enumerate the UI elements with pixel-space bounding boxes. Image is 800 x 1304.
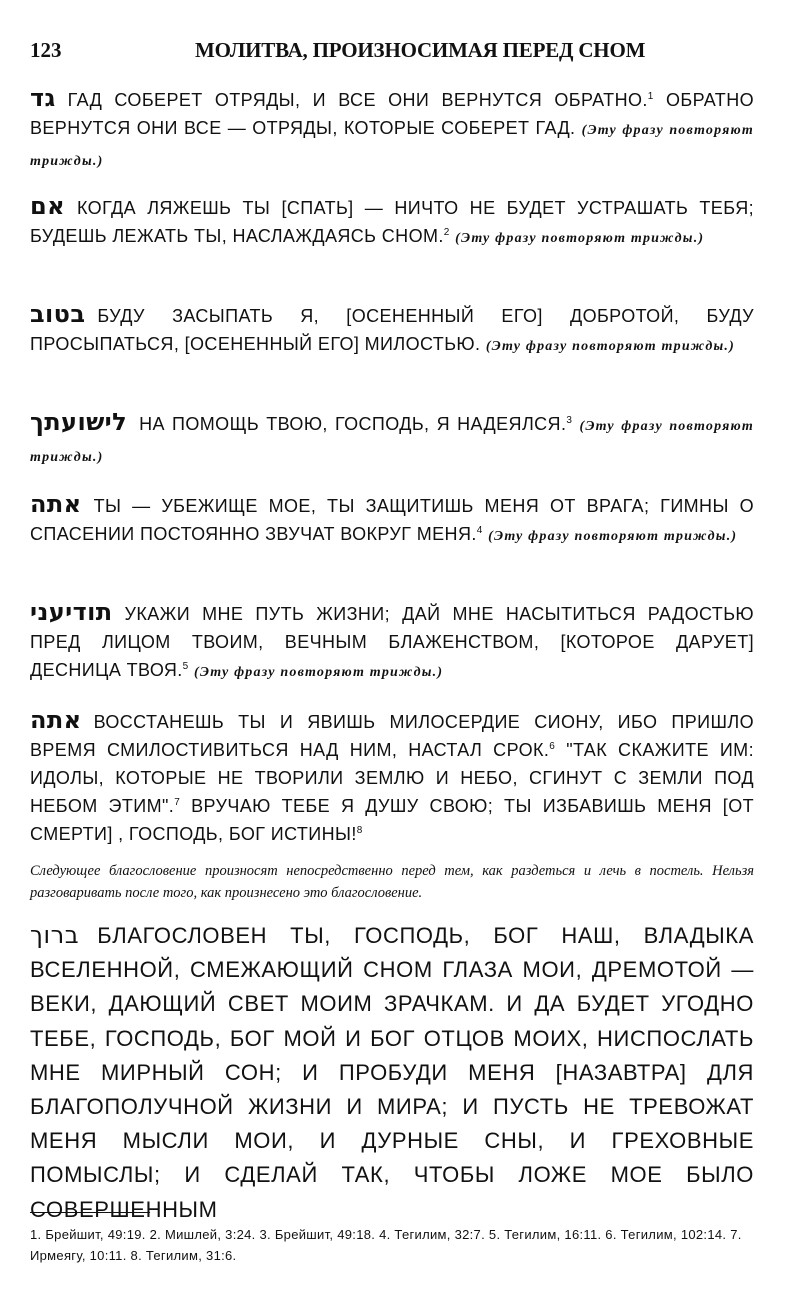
paragraph-text-cont: "ТАК СКАЖИТЕ ИМ: ИДОЛЫ, КОТОРЫЕ НЕ ТВОРИЛИ ЗЕМЛЮ И НЕБО, СГИНУТ С ЗЕМЛИ ПОД НЕБОМ ЭТИМ".	[30, 740, 754, 816]
paragraph-text: ГАД СОБЕРЕТ ОТРЯДЫ, И ВСЕ ОНИ ВЕРНУТСЯ ОБРАТНО.	[67, 90, 648, 110]
blessing-paragraph	[30, 918, 754, 1227]
hebrew-incipit: אתה	[30, 490, 82, 518]
footnote-divider	[30, 1212, 150, 1213]
footnote-mark: 3	[566, 415, 573, 426]
hebrew-incipit: ברוך	[30, 921, 80, 949]
repeat-note: (Эту фразу повторяют трижды.)	[488, 529, 738, 544]
footnote-mark: 5	[182, 661, 189, 672]
hebrew-incipit: בטוב	[30, 300, 86, 328]
footnotes: 1. Брейшит, 49:19. 2. Мишлей, 3:24. 3. Брейшит, 49:18. 4. Тегилим, 32:7. 5. Тегилим, 16:11. 6. Тегилим, 102:14. 7. Ирмеягу, 10:11. 8. Тегилим, 31:6.	[30, 1227, 742, 1263]
prayer-paragraph-ata	[30, 490, 754, 551]
repeat-note: (Эту фразу повторяют трижды.)	[194, 665, 444, 680]
repeat-note: (Эту фразу повторяют трижды.)	[455, 231, 705, 246]
prayer-paragraph-todieni	[30, 598, 754, 687]
footnote-mark: 6	[549, 741, 556, 752]
repeat-note: (Эту фразу повторяют трижды.)	[30, 123, 755, 169]
page-number: 123	[30, 38, 62, 62]
hebrew-incipit: אם	[30, 192, 65, 220]
hebrew-incipit: גד	[30, 84, 56, 112]
footnote-mark: 7	[174, 797, 181, 808]
hebrew-incipit: לישועתך	[30, 408, 128, 436]
prayer-paragraph-lishuatcha	[30, 408, 754, 472]
running-title: МОЛИТВА, ПРОИЗНОСИМАЯ ПЕРЕД СНОМ	[195, 38, 646, 62]
prayer-paragraph-betov	[30, 300, 754, 361]
footnote-mark: 4	[476, 525, 483, 536]
paragraph-text-cont: ВРУЧАЮ ТЕБЕ Я ДУШУ СВОЮ; ТЫ ИЗБАВИШЬ МЕНЯ [ОТ СМЕРТИ] , ГОСПОДЬ, БОГ ИСТИНЫ!	[30, 796, 754, 844]
paragraph-text: ВОССТАНЕШЬ ТЫ И ЯВИШЬ МИЛОСЕРДИЕ СИОНУ, ИБО ПРИШЛО ВРЕМЯ СМИЛОСТИВИТЬСЯ НАД НИМ, НАСТАЛ СРОК.	[30, 712, 754, 760]
repeat-note: (Эту фразу повторяют трижды.)	[30, 419, 755, 465]
hebrew-incipit: אתה	[30, 706, 82, 734]
repeat-note: (Эту фразу повторяют трижды.)	[485, 339, 735, 354]
paragraph-text: НА ПОМОЩЬ ТВОЮ, ГОСПОДЬ, Я НАДЕЯЛСЯ.	[139, 414, 567, 434]
paragraph-text-cont: ОБРАТНО ВЕРНУТСЯ ОНИ ВСЕ — ОТРЯДЫ, КОТОРЫЕ СОБЕРЕТ ГАД.	[30, 90, 755, 138]
instruction-rubric: Следующее благословение произносят непосредственно перед тем, как раздеться и лечь в постель. Нельзя разговаривать после того, как произнесено это благословение.	[30, 863, 754, 901]
prayer-paragraph-im	[30, 192, 754, 253]
paragraph-text: БУДУ ЗАСЫПАТЬ Я, [ОСЕНЕННЫЙ ЕГО] ДОБРОТОЙ, БУДУ ПРОСЫПАТЬСЯ, [ОСЕНЕННЫЙ ЕГО] МИЛОСТЬЮ.	[30, 306, 754, 354]
footnote-mark: 8	[356, 825, 363, 836]
paragraph-text: КОГДА ЛЯЖЕШЬ ТЫ [СПАТЬ] — НИЧТО НЕ БУДЕТ УСТРАШАТЬ ТЕБЯ; БУДЕШЬ ЛЕЖАТЬ ТЫ, НАСЛАЖДАЯСЬ СНОМ.	[30, 198, 754, 246]
prayer-paragraph-gad	[30, 84, 754, 176]
footnote-mark: 2	[443, 227, 450, 238]
prayer-paragraph-ata-takum	[30, 706, 754, 848]
paragraph-text: ТЫ — УБЕЖИЩЕ МОЕ, ТЫ ЗАЩИТИШЬ МЕНЯ ОТ ВРАГА; ГИМНЫ О СПАСЕНИИ ПОСТОЯННО ЗВУЧАТ ВОКРУГ МЕНЯ.	[30, 496, 754, 544]
paragraph-text: УКАЖИ МНЕ ПУТЬ ЖИЗНИ; ДАЙ МНЕ НАСЫТИТЬСЯ РАДОСТЬЮ ПРЕД ЛИЦОМ ТВОИМ, ВЕЧНЫМ БЛАЖЕНСТВОМ, [КОТОРОЕ ДАРУЕТ] ДЕСНИЦА ТВОЯ.	[30, 604, 754, 680]
blessing-text: БЛАГОСЛОВЕН ТЫ, ГОСПОДЬ, БОГ НАШ, ВЛАДЫКА ВСЕЛЕННОЙ, СМЕЖАЮЩИЙ СНОМ ГЛАЗА МОИ, ДРЕМОТОЙ — ВЕКИ, ДАЮЩИЙ СВЕТ МОИМ ЗРАЧКАМ. И ДА БУДЕТ УГОДНО ТЕБЕ, ГОСПОДЬ, БОГ МОЙ И БОГ ОТЦОВ МОИХ, НИСПОСЛАТЬ МНЕ МИРНЫЙ СОН; И ПРОБУДИ МЕНЯ [НАЗАВТРА] ДЛЯ БЛАГОПОЛУЧНОЙ ЖИЗНИ И МИРА; И ПУСТЬ НЕ ТРЕВОЖАТ МЕНЯ МЫСЛИ МОИ, И ДУРНЫЕ СНЫ, И ГРЕХОВНЫЕ ПОМЫСЛЫ; И СДЕЛАЙ ТАК, ЧТОБЫ ЛОЖЕ МОЕ БЫЛО СОВЕРШЕННЫМ	[30, 923, 754, 1222]
hebrew-incipit: תודיעני	[30, 598, 113, 626]
footnote-mark: 1	[647, 91, 654, 102]
